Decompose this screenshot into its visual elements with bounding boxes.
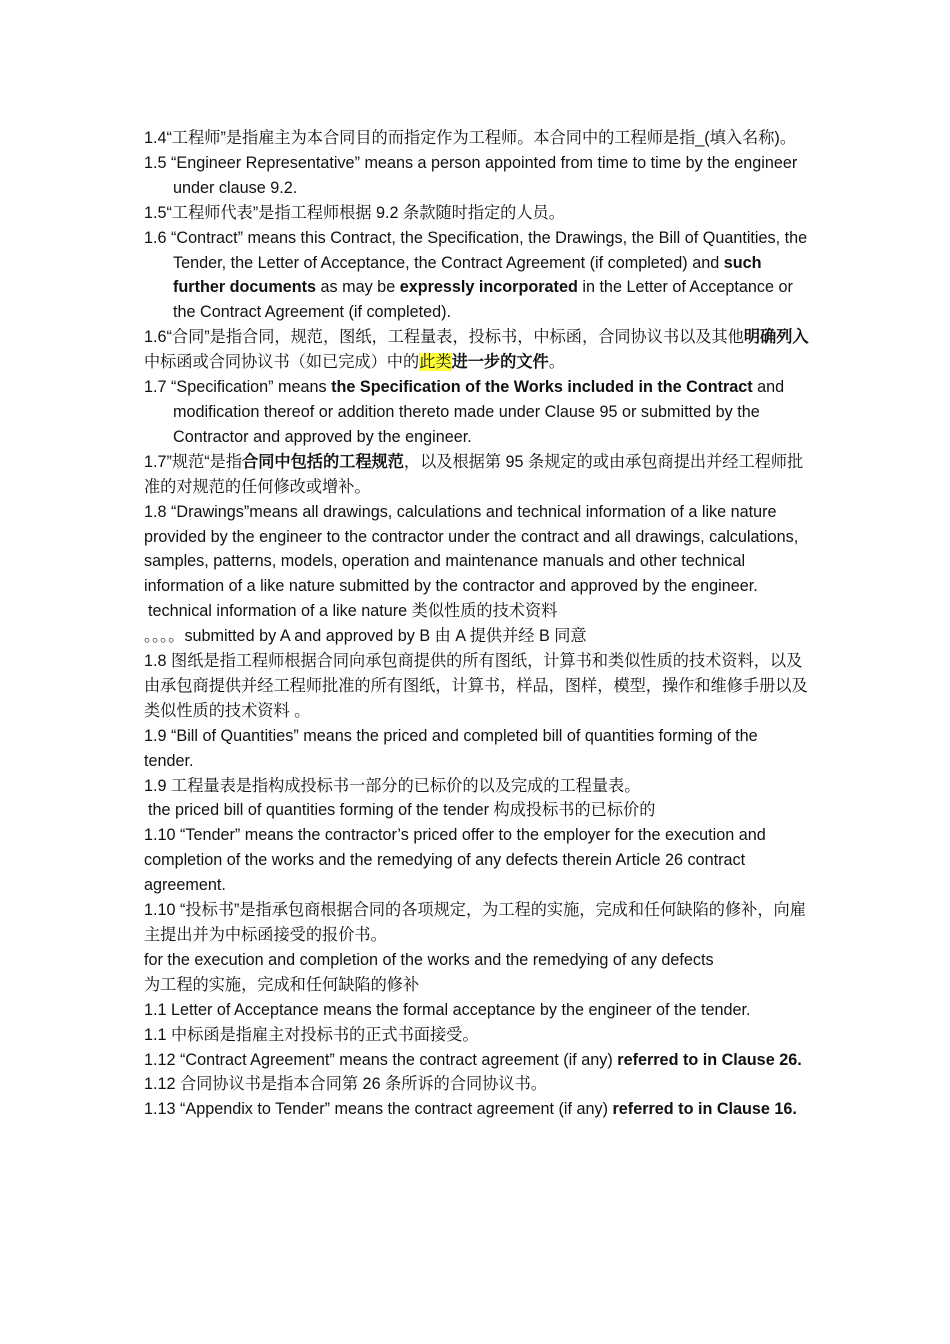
- clause-1-12-cn: 1.12 合同协议书是指本合同第 26 条所诉的合同协议书。: [144, 1075, 547, 1094]
- clause-1-1-en: 1.1 Letter of Acceptance means the formal acceptance by the engineer of the tender.: [144, 1000, 751, 1019]
- highlighted-text: 此类: [419, 353, 452, 372]
- clause-text: 1.13 “Appendix to Tender” means the contract agreement (if any): [144, 1100, 613, 1119]
- clause-text: 1.7 “Specification” means: [144, 378, 332, 397]
- clause-text: as may be: [316, 278, 400, 297]
- clause-1-8-en: 1.8 “Drawings”means all drawings, calculations and technical information of a like nature provided by the engineer to the contractor under the contract and all drawings, calculations, samples, patterns, models, operation and maintenance manuals and other technical information of a like nature submitted by the contractor and approved by the engineer.: [144, 502, 799, 596]
- clause-1-7-cn: [144, 450, 809, 500]
- clause-1-6-cn: [144, 325, 809, 375]
- clause-1-10-cn: 1.10 “投标书”是指承包商根据合同的各项规定，为工程的实施，完成和任何缺陷的修补，向雇主提出并为中标函接受的报价书。: [144, 901, 806, 944]
- clause-text: 。: [548, 353, 565, 372]
- clause-1-10-en: 1.10 “Tender” means the contractor’s priced offer to the employer for the execution and completion of the works and the remedying of any defects therein Article 26 contract agreement.: [144, 826, 766, 895]
- clause-text: 1.12 “Contract Agreement” means the contract agreement (if any): [144, 1050, 618, 1069]
- document-page: [144, 126, 809, 1122]
- clause-1-4-cn: 1.4“工程师”是指雇主为本合同目的而指定作为工程师。本合同中的工程师是指_(填入名称)。: [144, 129, 797, 147]
- bold-text: 明确列入: [743, 328, 809, 347]
- clause-text: 1.7”规范“是指: [144, 452, 243, 471]
- clause-text: 中标函或合同协议书（如已完成）中的: [144, 353, 420, 372]
- clause-text: in the Letter of Acceptance or the Contract Agreement (if completed).: [173, 278, 793, 322]
- clause-1-7-en: [144, 375, 809, 450]
- clause-1-5-cn: 1.5“工程师代表”是指工程师根据 9.2 条款随时指定的人员。: [144, 203, 565, 222]
- bold-text: referred to in Clause 26.: [617, 1050, 802, 1069]
- note-line: for the execution and completion of the works and the remedying of any defects: [144, 950, 714, 969]
- bold-text: referred to in Clause 16.: [612, 1100, 797, 1119]
- bold-text: 进一步的文件: [451, 353, 549, 372]
- note-line: 。。。。submitted by A and approved by B 由 A 提供并经 B 同意: [144, 627, 587, 646]
- clause-text: ，以及根据第 95 条规定的或由承包商提出并经工程师批准的对规范的任何修改或增补。: [144, 452, 804, 496]
- bold-text: 合同中包括的工程规范: [242, 452, 404, 471]
- clause-text: and modification thereof or addition thereto made under Clause 95 or submitted by the Contractor and approved by the engineer.: [173, 378, 785, 446]
- note-line: technical information of a like nature 类似性质的技术资料: [148, 602, 558, 621]
- clause-1-8-cn: 1.8 图纸是指工程师根据合同向承包商提供的所有图纸，计算书和类似性质的技术资料，以及由承包商提供并经工程师批准的所有图纸，计算书，样品，图样，模型，操作和维修手册以及类似性质的技术资料 。: [144, 652, 808, 720]
- clause-1-9-en: 1.9 “Bill of Quantities” means the priced and completed bill of quantities forming of the tender.: [144, 726, 758, 770]
- clause-text: 1.6“合同”是指合同，规范，图纸，工程量表，投标书，中标函，合同协议书以及其他: [144, 328, 744, 347]
- note-line: 为工程的实施，完成和任何缺陷的修补: [144, 975, 420, 994]
- clause-1-5-en: 1.5 “Engineer Representative” means a person appointed from time to time by the engineer under clause 9.2.: [144, 153, 798, 197]
- clause-1-1-cn: 1.1 中标函是指雇主对投标书的正式书面接受。: [144, 1025, 479, 1044]
- clause-1-13-en: [144, 1097, 809, 1122]
- note-line: the priced bill of quantities forming of the tender 构成投标书的已标价的: [148, 801, 656, 820]
- bold-text: the Specification of the Works included in the Contract: [331, 378, 753, 397]
- bold-text: expressly incorporated: [399, 278, 578, 297]
- clause-text: 1.6 “Contract” means this Contract, the Specification, the Drawings, the Bill of Quantities, the Tender, the Letter of Acceptance, the Contract Agreement (if completed) and: [144, 228, 808, 272]
- clause-1-12-en: [144, 1048, 809, 1073]
- bold-text: such further documents: [173, 253, 762, 297]
- clause-1-6-en: [144, 226, 809, 326]
- clause-1-9-cn: 1.9 工程量表是指构成投标书一部分的已标价的以及完成的工程量表。: [144, 776, 641, 795]
